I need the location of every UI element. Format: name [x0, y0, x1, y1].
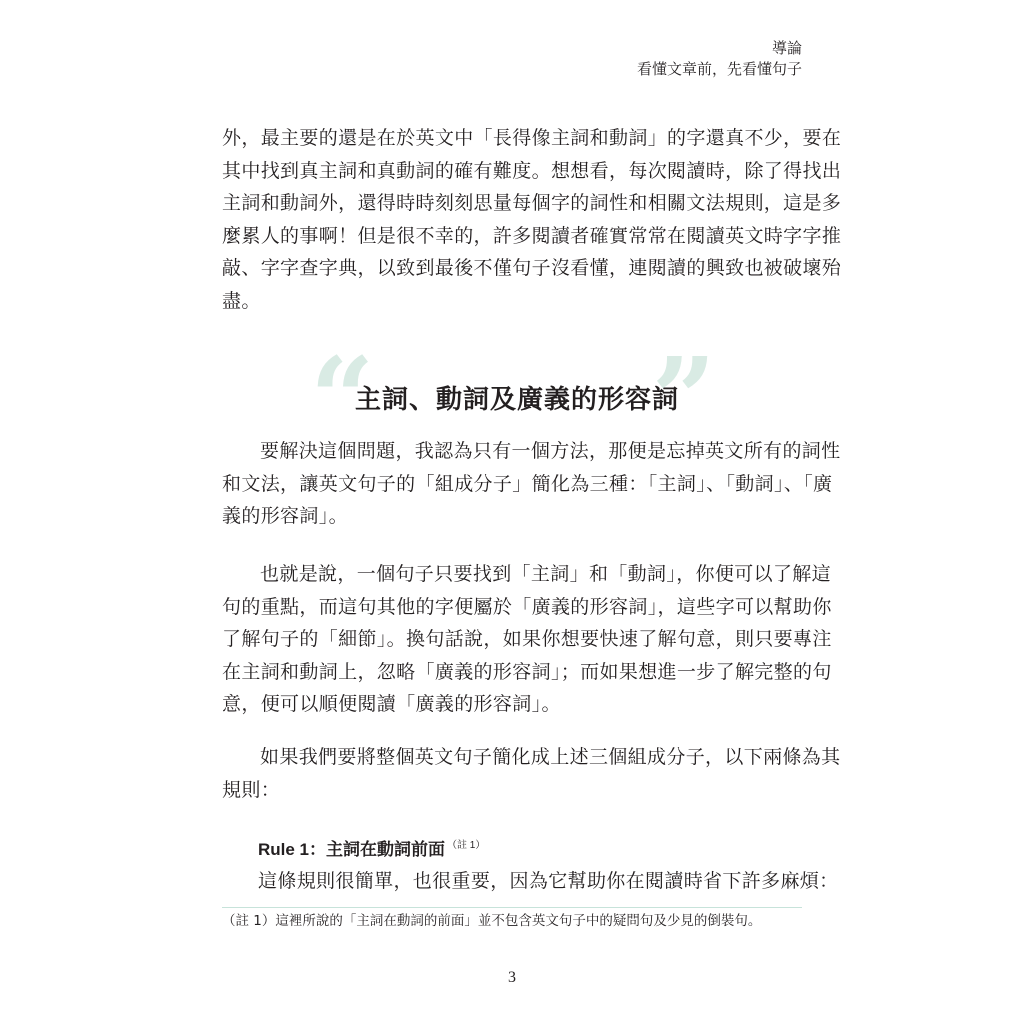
- paragraph-line: 也就是說，一個句子只要找到「主詞」和「動詞」，你便可以了解這: [260, 563, 832, 585]
- close-quote-mark: ”: [651, 334, 716, 465]
- section-title: 主詞、動詞及廣義的形容詞: [354, 385, 679, 415]
- paragraph-line: 要解決這個問題，我認為只有一個方法，那便是忘掉英文所有的詞性: [260, 440, 841, 462]
- page-number: 3: [508, 969, 516, 986]
- paragraph-line: 外，最主要的還是在於英文中「長得像主詞和動詞」的字還真不少，要在: [222, 127, 842, 149]
- paragraph-line: 和文法，讓英文句子的「組成分子」簡化為三種：「主詞」、「動詞」、「廣: [222, 472, 833, 495]
- paragraph-line: 其中找到真主詞和真動詞的確有難度。想想看，每次閱讀時，除了得找出: [222, 159, 842, 182]
- rule-1-text: 這條規則很簡單，也很重要，因為它幫助你在閱讀時省下許多麻煩：: [258, 870, 839, 892]
- footnote-1: （註 1）這裡所說的「主詞在動詞的前面」並不包含英文句子中的疑問句及少見的倒裝句。: [222, 913, 762, 929]
- running-header: [637, 38, 802, 80]
- paragraph-3: [222, 741, 841, 806]
- running-header-subtitle: 看懂文章前，先看懂句子: [636, 60, 802, 78]
- paragraph-2: [222, 558, 832, 721]
- paragraph-line: 主詞和動詞外，還得時時刻刻思量每個字的詞性和相關文法規則，這是多: [222, 192, 842, 214]
- footnote-reference: （註 1）: [447, 840, 486, 851]
- paragraph-line: 敲、字字查字典，以致到最後不僅句子沒看懂，連閱讀的興致也被破壞殆: [222, 257, 842, 279]
- rule-1-title-text: Rule 1：主詞在動詞前面: [258, 840, 446, 859]
- footnote-divider: [222, 907, 802, 908]
- running-header-chapter: 導論: [771, 39, 802, 57]
- paragraph-line: 句的重點，而這句其他的字便屬於「廣義的形容詞」，這些字可以幫助你: [222, 595, 832, 618]
- paragraph-line: 盡。: [222, 289, 261, 312]
- paragraph-line: 意，便可以順便閱讀「廣義的形容詞」。: [222, 693, 561, 715]
- paragraph-line: 如果我們要將整個英文句子簡化成上述三個組成分子，以下兩條為其: [260, 746, 841, 768]
- paragraph-line: 義的形容詞」。: [222, 505, 348, 527]
- paragraph-1: [222, 435, 841, 533]
- open-quote-mark: “: [310, 334, 375, 465]
- paragraph-line: 在主詞和動詞上，忽略「廣義的形容詞」；而如果想進一步了解完整的句: [222, 660, 832, 683]
- paragraph-line: 了解句子的「細節」。換句話說，如果你想要快速了解句意，則只要專注: [222, 628, 832, 650]
- paragraph-line: 規則：: [222, 778, 281, 801]
- rule-1-title: [258, 836, 485, 864]
- intro-paragraph: [222, 122, 842, 317]
- paragraph-line: 麼累人的事啊！但是很不幸的，許多閱讀者確實常常在閱讀英文時字字推: [222, 224, 842, 247]
